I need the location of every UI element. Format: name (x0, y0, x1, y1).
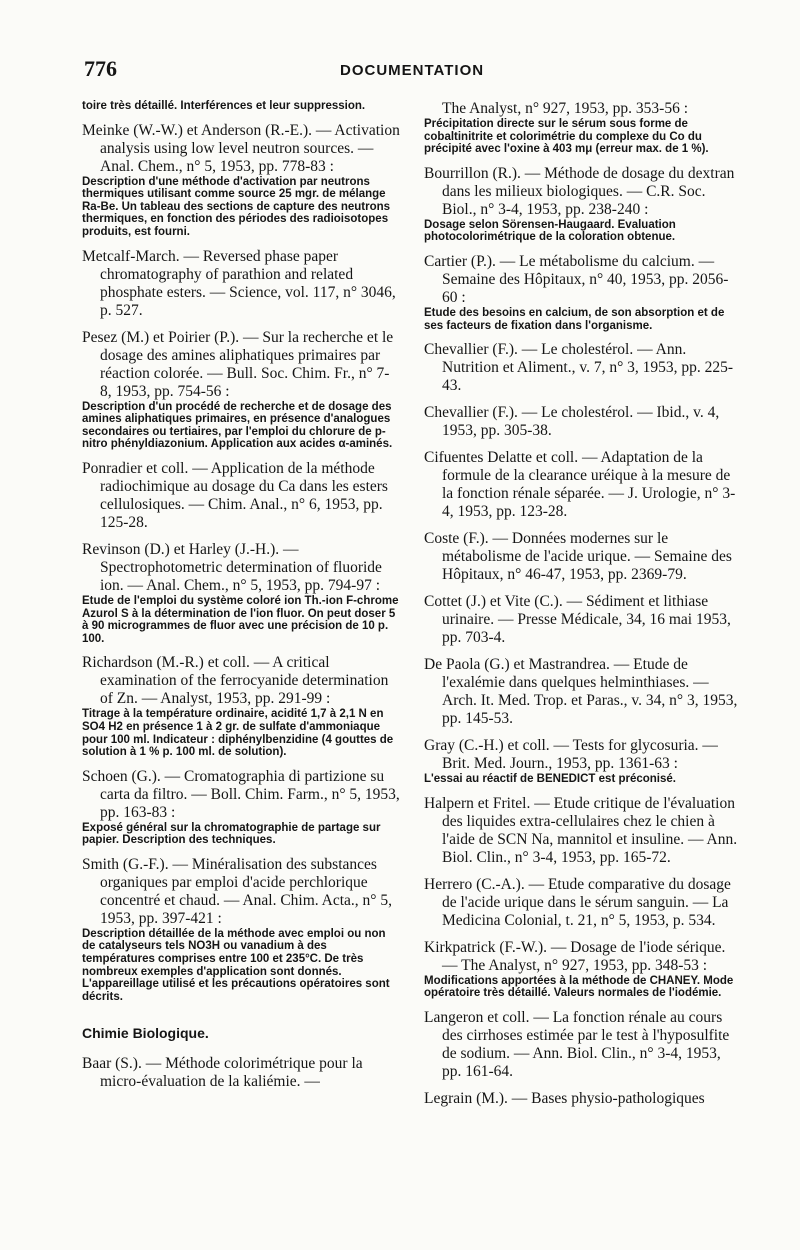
entry-citation: Gray (C.-H.) et coll. — Tests for glycosuria. — Brit. Med. Journ., 1953, pp. 1361-63 : (424, 737, 718, 773)
entry-citation: Schoen (G.). — Cromatographia di partizione su carta da filtro. — Boll. Chim. Farm., n° 5, 1953, pp. 163-83 : (82, 767, 400, 821)
entry-abstract: Dosage selon Sörensen-Haugaard. Evaluation photocolorimétrique de la coloration obtenue. (424, 218, 676, 244)
running-title: DOCUMENTATION (340, 62, 485, 79)
entry-citation: Langeron et coll. — La fonction rénale au cours des cirrhoses estimée par le test à l'hyposulfite de sodium. — Ann. Biol. Clin., n° 3-4, 1953, pp. 161-64. (424, 1008, 730, 1080)
entry-citation: Kirkpatrick (F.-W.). — Dosage de l'iode sérique. — The Analyst, n° 927, 1953, pp. 348-53 : (424, 938, 726, 974)
entry-citation: Revinson (D.) et Harley (J.-H.). — Spectrophotometric determination of fluoride ion. — Anal. Chem., n° 5, 1953, pp. 794-97 : (82, 540, 382, 594)
bibliography-entry (424, 656, 742, 728)
continued-abstract: Précipitation directe sur le sérum sous forme de cobaltinitrite et colorimétrie du complexe du Co du précipité avec l'oxine à 403 mμ (erreur max. de 1 %). (424, 118, 709, 156)
entry-abstract: Description d'une méthode d'activation par neutrons thermiques utilisant comme source 25 mgr. de mélange Ra-Be. Un tableau des sections de capture des neutrons thermiques, en fonction des périodes des radioisotopes produits, est fourni. (82, 175, 391, 238)
bibliography-entry (82, 122, 400, 239)
entry-abstract: Description détaillée de la méthode avec emploi ou non de catalyseurs tels NO3H ou vanadium à des températures comprises entre 100 et 235°C. De très nombreux exemples d'application sont donnés. L'appareillage utilisé et les précautions opératoires sont décrits. (82, 927, 390, 1003)
continued-abstract: toire très détaillé. Interférences et leur suppression. (82, 100, 366, 112)
page-number: 776 (84, 56, 117, 81)
bibliography-entry (424, 341, 742, 395)
entry-citation: Herrero (C.-A.). — Etude comparative du dosage de l'acide urique dans le sérum sanguin. — La Medicina Colonial, t. 21, n° 5, 1953, p. 534. (424, 875, 731, 929)
bibliography-entry (424, 593, 742, 647)
bibliography-entry (82, 768, 400, 847)
bibliography-entry (82, 541, 400, 645)
left-entries (82, 122, 400, 1004)
bibliography-entry (424, 530, 742, 584)
entry-citation: Halpern et Fritel. — Etude critique de l'évaluation des liquides extra-cellulaires chez le chien à l'aide de SCN Na, mannitol et insuline. — Ann. Biol. Clin., n° 3-4, 1953, pp. 165-72. (424, 794, 738, 866)
entry-abstract: Description d'un procédé de recherche et de dosage des amines aliphatiques primaires, en présence d'analogues secondaires ou tertiaires, par l'emploi du chlorure de p-nitro phényldiazonium. Application aux acides α-aminés. (82, 400, 393, 451)
entry-citation: Cottet (J.) et Vite (C.). — Sédiment et lithiase urinaire. — Presse Médicale, 34, 16 mai 1953, pp. 703-4. (424, 593, 731, 647)
left-column (82, 100, 400, 1100)
bibliography-entry (82, 856, 400, 1004)
entry-citation: Cartier (P.). — Le métabolisme du calcium. — Semaine des Hôpitaux, n° 40, 1953, pp. 2056-60 : (424, 252, 729, 306)
right-column (424, 100, 742, 1117)
entry-citation: Cifuentes Delatte et coll. — Adaptation de la formule de la clearance uréique à la mesure de la fonction rénale séparée. — J. Urologie, n° 3-4, 1953, pp. 123-28. (424, 449, 736, 521)
entry-citation: Legrain (M.). — Bases physio-pathologiques (424, 1089, 705, 1107)
left-entries-after (82, 1055, 400, 1091)
entry-abstract: L'essai au réactif de BENEDICT est préconisé. (424, 773, 676, 786)
right-entries (424, 165, 742, 1108)
bibliography-entry (424, 939, 742, 1000)
entry-citation: Metcalf-March. — Reversed phase paper chromatography of parathion and related phosphate esters. — Science, vol. 117, n° 3046, p. 527. (82, 247, 396, 319)
entry-citation: Richardson (M.-R.) et coll. — A critical examination of the ferrocyanide determination of Zn. — Analyst, 1953, pp. 291-99 : (82, 654, 389, 708)
bibliography-entry (424, 795, 742, 867)
entry-abstract: Titrage à la température ordinaire, acidité 1,7 à 2,1 N en SO4 H2 en présence 1 à 2 gr. de sulfate d'ammoniaque pour 100 ml. Indicateur : diphénylbenzidine (4 gouttes de solution à 1 % p. 100 ml. de solution). (82, 708, 394, 759)
entry-citation: Chevallier (F.). — Le cholestérol. — Ann. Nutrition et Aliment., v. 7, n° 3, 1953, pp. 225-43. (424, 341, 734, 395)
entry-citation: Bourrillon (R.). — Méthode de dosage du dextran dans les milieux biologiques. — C.R. Soc. Biol., n° 3-4, 1953, pp. 238-240 : (424, 164, 735, 218)
bibliography-entry (82, 1055, 400, 1091)
entry-citation: Pesez (M.) et Poirier (P.). — Sur la recherche et le dosage des amines aliphatiques primaires par réaction colorée. — Bull. Soc. Chim. Fr., n° 7-8, 1953, pp. 754-56 : (82, 328, 394, 400)
entry-citation: Ponradier et coll. — Application de la méthode radiochimique au dosage du Ca dans les esters cellulosiques. — Chim. Anal., n° 6, 1953, pp. 125-28. (82, 459, 388, 531)
entry-citation: Baar (S.). — Méthode colorimétrique pour la micro-évaluation de la kaliémie. — (82, 1055, 363, 1091)
section-heading: Chimie Biologique. (82, 1025, 209, 1042)
bibliography-entry (424, 876, 742, 930)
bibliography-entry (82, 460, 400, 532)
bibliography-entry (424, 165, 742, 244)
entry-citation: Smith (G.-F.). — Minéralisation des substances organiques par emploi d'acide perchlorique concentré et chaud. — Anal. Chim. Acta., n° 5, 1953, pp. 397-421 : (82, 855, 393, 927)
entry-citation: De Paola (G.) et Mastrandrea. — Etude de l'exalémie dans quelques helminthiases. — Arch. It. Med. Trop. et Paras., v. 34, n° 3, 1953, pp. 145-53. (424, 656, 738, 728)
bibliography-entry (424, 1090, 742, 1108)
bibliography-entry (82, 329, 400, 451)
entry-abstract: Modifications apportées à la méthode de CHANEY. Mode opératoire très détaillé. Valeurs normales de l'iodémie. (424, 974, 734, 1000)
bibliography-entry (424, 404, 742, 440)
entry-citation: Chevallier (F.). — Le cholestérol. — Ibid., v. 4, 1953, pp. 305-38. (424, 404, 720, 440)
bibliography-entry (424, 253, 742, 332)
bibliography-entry (82, 654, 400, 758)
bibliography-entry (424, 1009, 742, 1081)
bibliography-entry (424, 449, 742, 521)
entry-abstract: Etude de l'emploi du système coloré ion Th.-ion F-chrome Azurol S à la détermination de l'ion fluor. On peut doser 5 à 90 microgrammes de fluor avec une précision de 10 p. 100. (82, 594, 399, 645)
entry-citation: Meinke (W.-W.) et Anderson (R.-E.). — Activation analysis using low level neutron sources. — Anal. Chem., n° 5, 1953, pp. 778-83 : (82, 121, 400, 175)
entry-abstract: Exposé général sur la chromatographie de partage sur papier. Description des techniques. (82, 821, 381, 847)
entry-citation: Coste (F.). — Données modernes sur le métabolisme de l'acide urique. — Semaine des Hôpitaux, n° 46-47, 1953, pp. 2369-79. (424, 530, 732, 584)
bibliography-entry (82, 248, 400, 320)
continued-citation: The Analyst, n° 927, 1953, pp. 353-56 : (442, 100, 689, 117)
entry-abstract: Etude des besoins en calcium, de son absorption et de ses facteurs de fixation dans l'organisme. (424, 306, 725, 332)
bibliography-entry (424, 737, 742, 786)
